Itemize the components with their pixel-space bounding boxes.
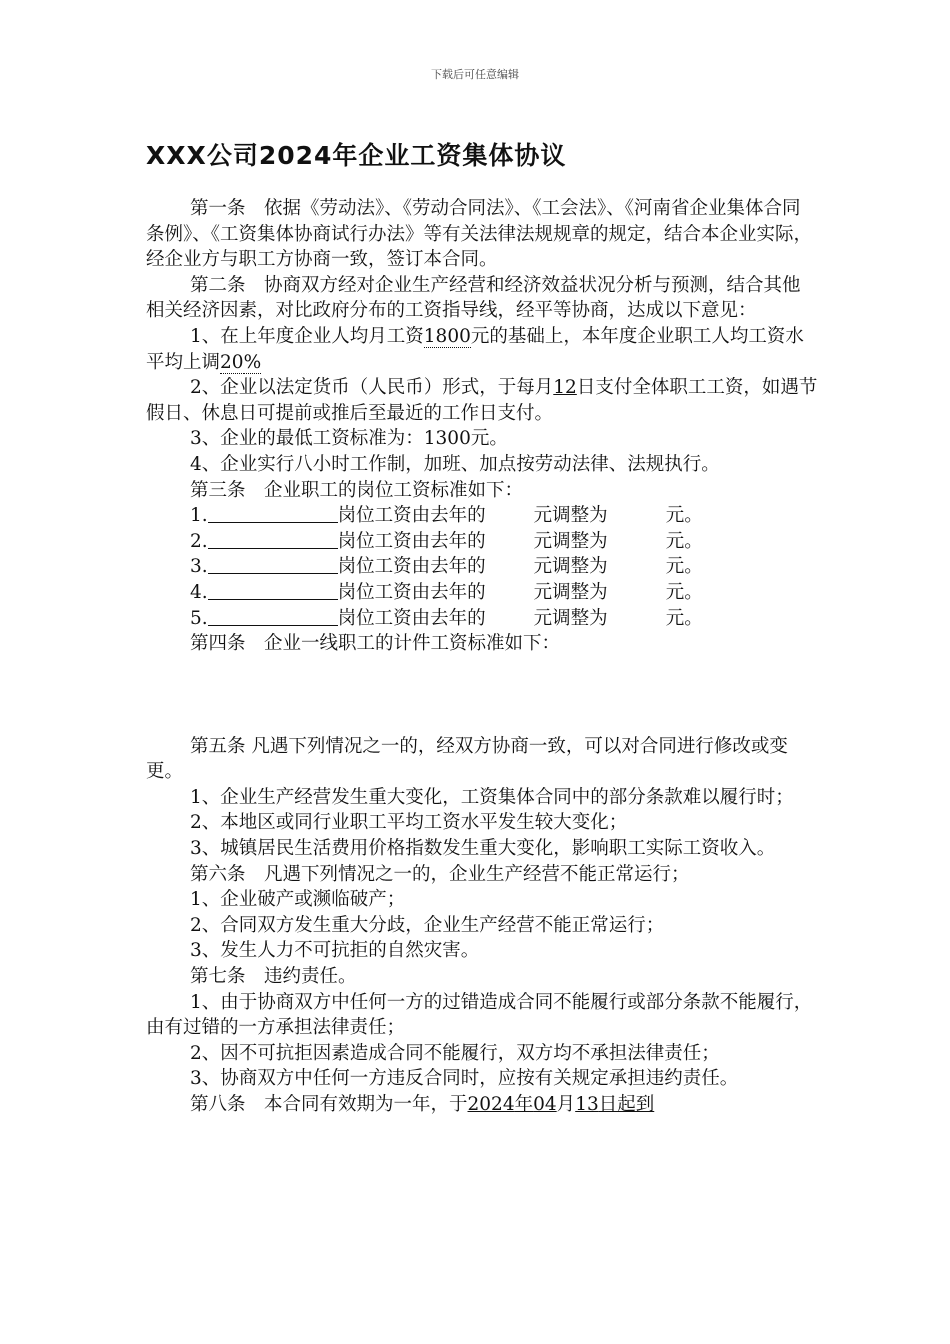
article-2-item-3: 3、企业的最低工资标准为：1300元。 (190, 428, 508, 450)
article-2-item-4: 4、企业实行八小时工作制，加班、加点按劳动法律、法规执行。 (190, 453, 720, 475)
wage-row: 5. 岗位工资由去年的 元调整为 元。 (190, 607, 703, 629)
wage-row: 3. 岗位工资由去年的 元调整为 元。 (190, 556, 703, 578)
article-4: 第四条 企业一线职工的计件工资标准如下： (190, 633, 561, 655)
start-day-value: 13 (575, 1094, 599, 1115)
article-2: 第二条 协商双方经对企业生产经营和经济效益状况分析与预测，结合其他相关经济因素，对比政府分布的工资指导线，经平等协商，达成以下意见： (146, 274, 801, 322)
article-2-item-1: 1、在上年度企业人均月工资1800元的基础上，本年度企业职工人均工资水平均上调20% (146, 325, 804, 373)
avg-wage-value: 1800 (423, 325, 471, 347)
article-7-item-3: 3、协商双方中任何一方违反合同时，应按有关规定承担违约责任。 (190, 1068, 739, 1090)
article-2-item-2: 2、企业以法定货币（人民币）形式，于每月12日支付全体职工工资，如遇节假日、休息日可提前或推后至最近的工作日支付。 (146, 377, 818, 424)
article-5: 第五条 凡遇下列情况之一的，经双方协商一致，可以对合同进行修改或变更。 (146, 735, 788, 783)
article-6-item-1: 1、企业破产或濒临破产； (190, 889, 406, 911)
position-blank (208, 607, 338, 626)
article-1: 第一条 依据《劳动法》、《劳动合同法》、《工会法》、《河南省企业集体合同条例》、《工资集体协商试行办法》等有关法律法规规章的规定，结合本企业实际，经企业方与职工方协商一致，签订本合同。 (146, 198, 813, 271)
article-6-item-2: 2、合同双方发生重大分歧，企业生产经营不能正常运行； (190, 914, 665, 936)
article-3: 第三条 企业职工的岗位工资标准如下： (190, 479, 524, 501)
article-6-item-3: 3、发生人力不可抗拒的自然灾害。 (190, 940, 480, 962)
raise-percent-value: 20 (220, 351, 244, 373)
blank-space (146, 657, 818, 734)
position-blank (208, 530, 338, 549)
article-6: 第六条 凡遇下列情况之一的，企业生产经营不能正常运行； (190, 863, 690, 885)
article-7-item-1: 1、由于协商双方中任何一方的过错造成合同不能履行或部分条款不能履行，由有过错的一方承担法律责任； (146, 991, 813, 1039)
document-body (146, 196, 818, 1118)
position-blank (208, 555, 338, 574)
document-title: XXX公司2024年企业工资集体协议 (146, 141, 567, 170)
article-5-item-1: 1、企业生产经营发生重大变化，工资集体合同中的部分条款难以履行时； (190, 786, 794, 808)
wage-row: 1. 岗位工资由去年的 元调整为 元。 (190, 505, 703, 527)
pay-day-value: 12 (553, 377, 577, 399)
page-header: 下载后可任意编辑 (431, 68, 519, 81)
position-blank (208, 504, 338, 523)
start-year-value: 2024 (467, 1094, 515, 1115)
article-7-item-2: 2、因不可抗拒因素造成合同不能履行，双方均不承担法律责任； (190, 1042, 720, 1064)
start-month-value: 04 (533, 1094, 557, 1115)
article-8: 第八条 本合同有效期为一年，于2024年04月13日起到 (190, 1094, 655, 1115)
article-5-item-3: 3、城镇居民生活费用价格指数发生重大变化，影响职工实际工资收入。 (190, 838, 776, 860)
article-7: 第七条 违约责任。 (190, 966, 357, 988)
article-5-item-2: 2、本地区或同行业职工平均工资水平发生较大变化； (190, 812, 628, 834)
wage-row: 4. 岗位工资由去年的 元调整为 元。 (190, 581, 703, 603)
position-blank (208, 581, 338, 600)
wage-row: 2. 岗位工资由去年的 元调整为 元。 (190, 530, 703, 552)
